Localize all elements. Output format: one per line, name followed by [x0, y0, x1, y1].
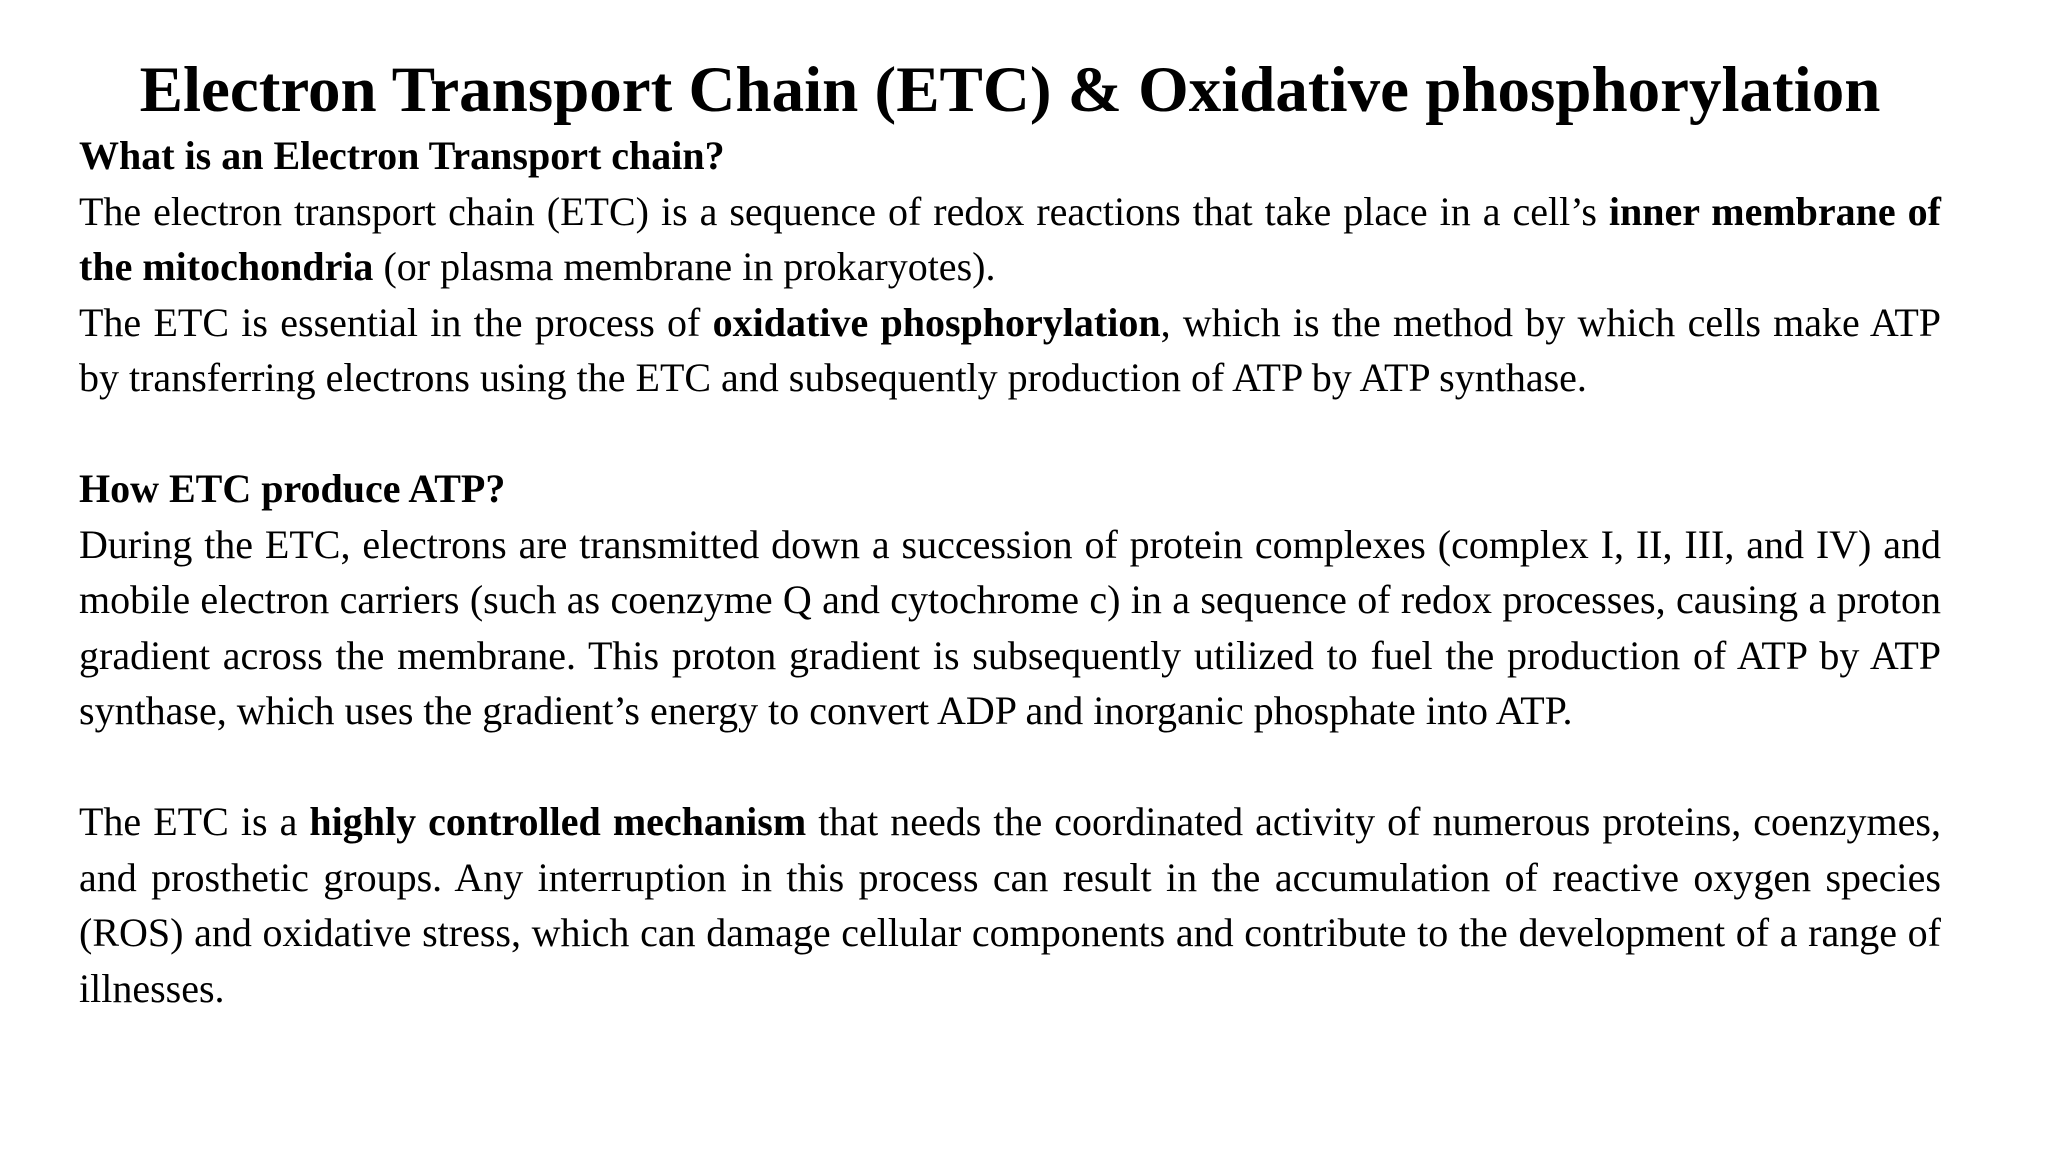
paragraph-atp-production: During the ETC, electrons are transmitted down a succession of protein complexes (complex I, II, III, and IV) and mobile electron carriers (such as coenzyme Q and cytochrome c) in a sequence of redox processes, causing a proton gradient across the membrane. This proton gradient is subsequently utilized to fuel the production of ATP by ATP synthase, which uses the gradient’s energy to convert ADP and inorganic phosphate into ATP. — [79, 521, 1941, 733]
paragraph-spacer — [79, 739, 1941, 795]
paragraph-spacer — [79, 406, 1941, 462]
bold-term-inner-membrane: inner membrane of the mitochondria — [79, 188, 1941, 289]
paragraph-oxidative-phosphorylation — [79, 295, 1941, 406]
bold-term-highly-controlled-mechanism: highly controlled mechanism — [309, 799, 807, 844]
text-run: The electron transport chain (ETC) is a sequence of redox reactions that take place in a cell’s — [79, 188, 1609, 234]
text-run: The ETC is essential in the process of — [79, 299, 713, 345]
text-run: (or plasma membrane in prokaryotes). — [373, 244, 996, 289]
text-run: , which is the method by which cells make ATP by transferring electrons using the ETC and subsequently production of ATP by ATP synthase. — [79, 299, 1941, 400]
page-title: Electron Transport Chain (ETC) & Oxidative phosphorylation — [139, 54, 1881, 126]
text-run: The ETC is a — [79, 799, 310, 844]
paragraph-etc-definition — [79, 184, 1941, 295]
text-run: that needs the coordinated activity of numerous proteins, coenzymes, and prosthetic groups. Any interruption in this process can result in the accumulation of reactive oxygen species (ROS) and oxidative stress, which can damage cellular components and contribute to the development of a range of illnesses. — [79, 799, 1941, 1011]
paragraph-controlled-mechanism — [79, 794, 1941, 1016]
section-heading-what-is-etc: What is an Electron Transport chain? — [79, 133, 725, 178]
document-page — [79, 0, 1941, 1016]
bold-term-oxidative-phosphorylation: oxidative phosphorylation — [712, 299, 1161, 345]
section-heading-how-etc-produce-atp: How ETC produce ATP? — [79, 466, 506, 511]
